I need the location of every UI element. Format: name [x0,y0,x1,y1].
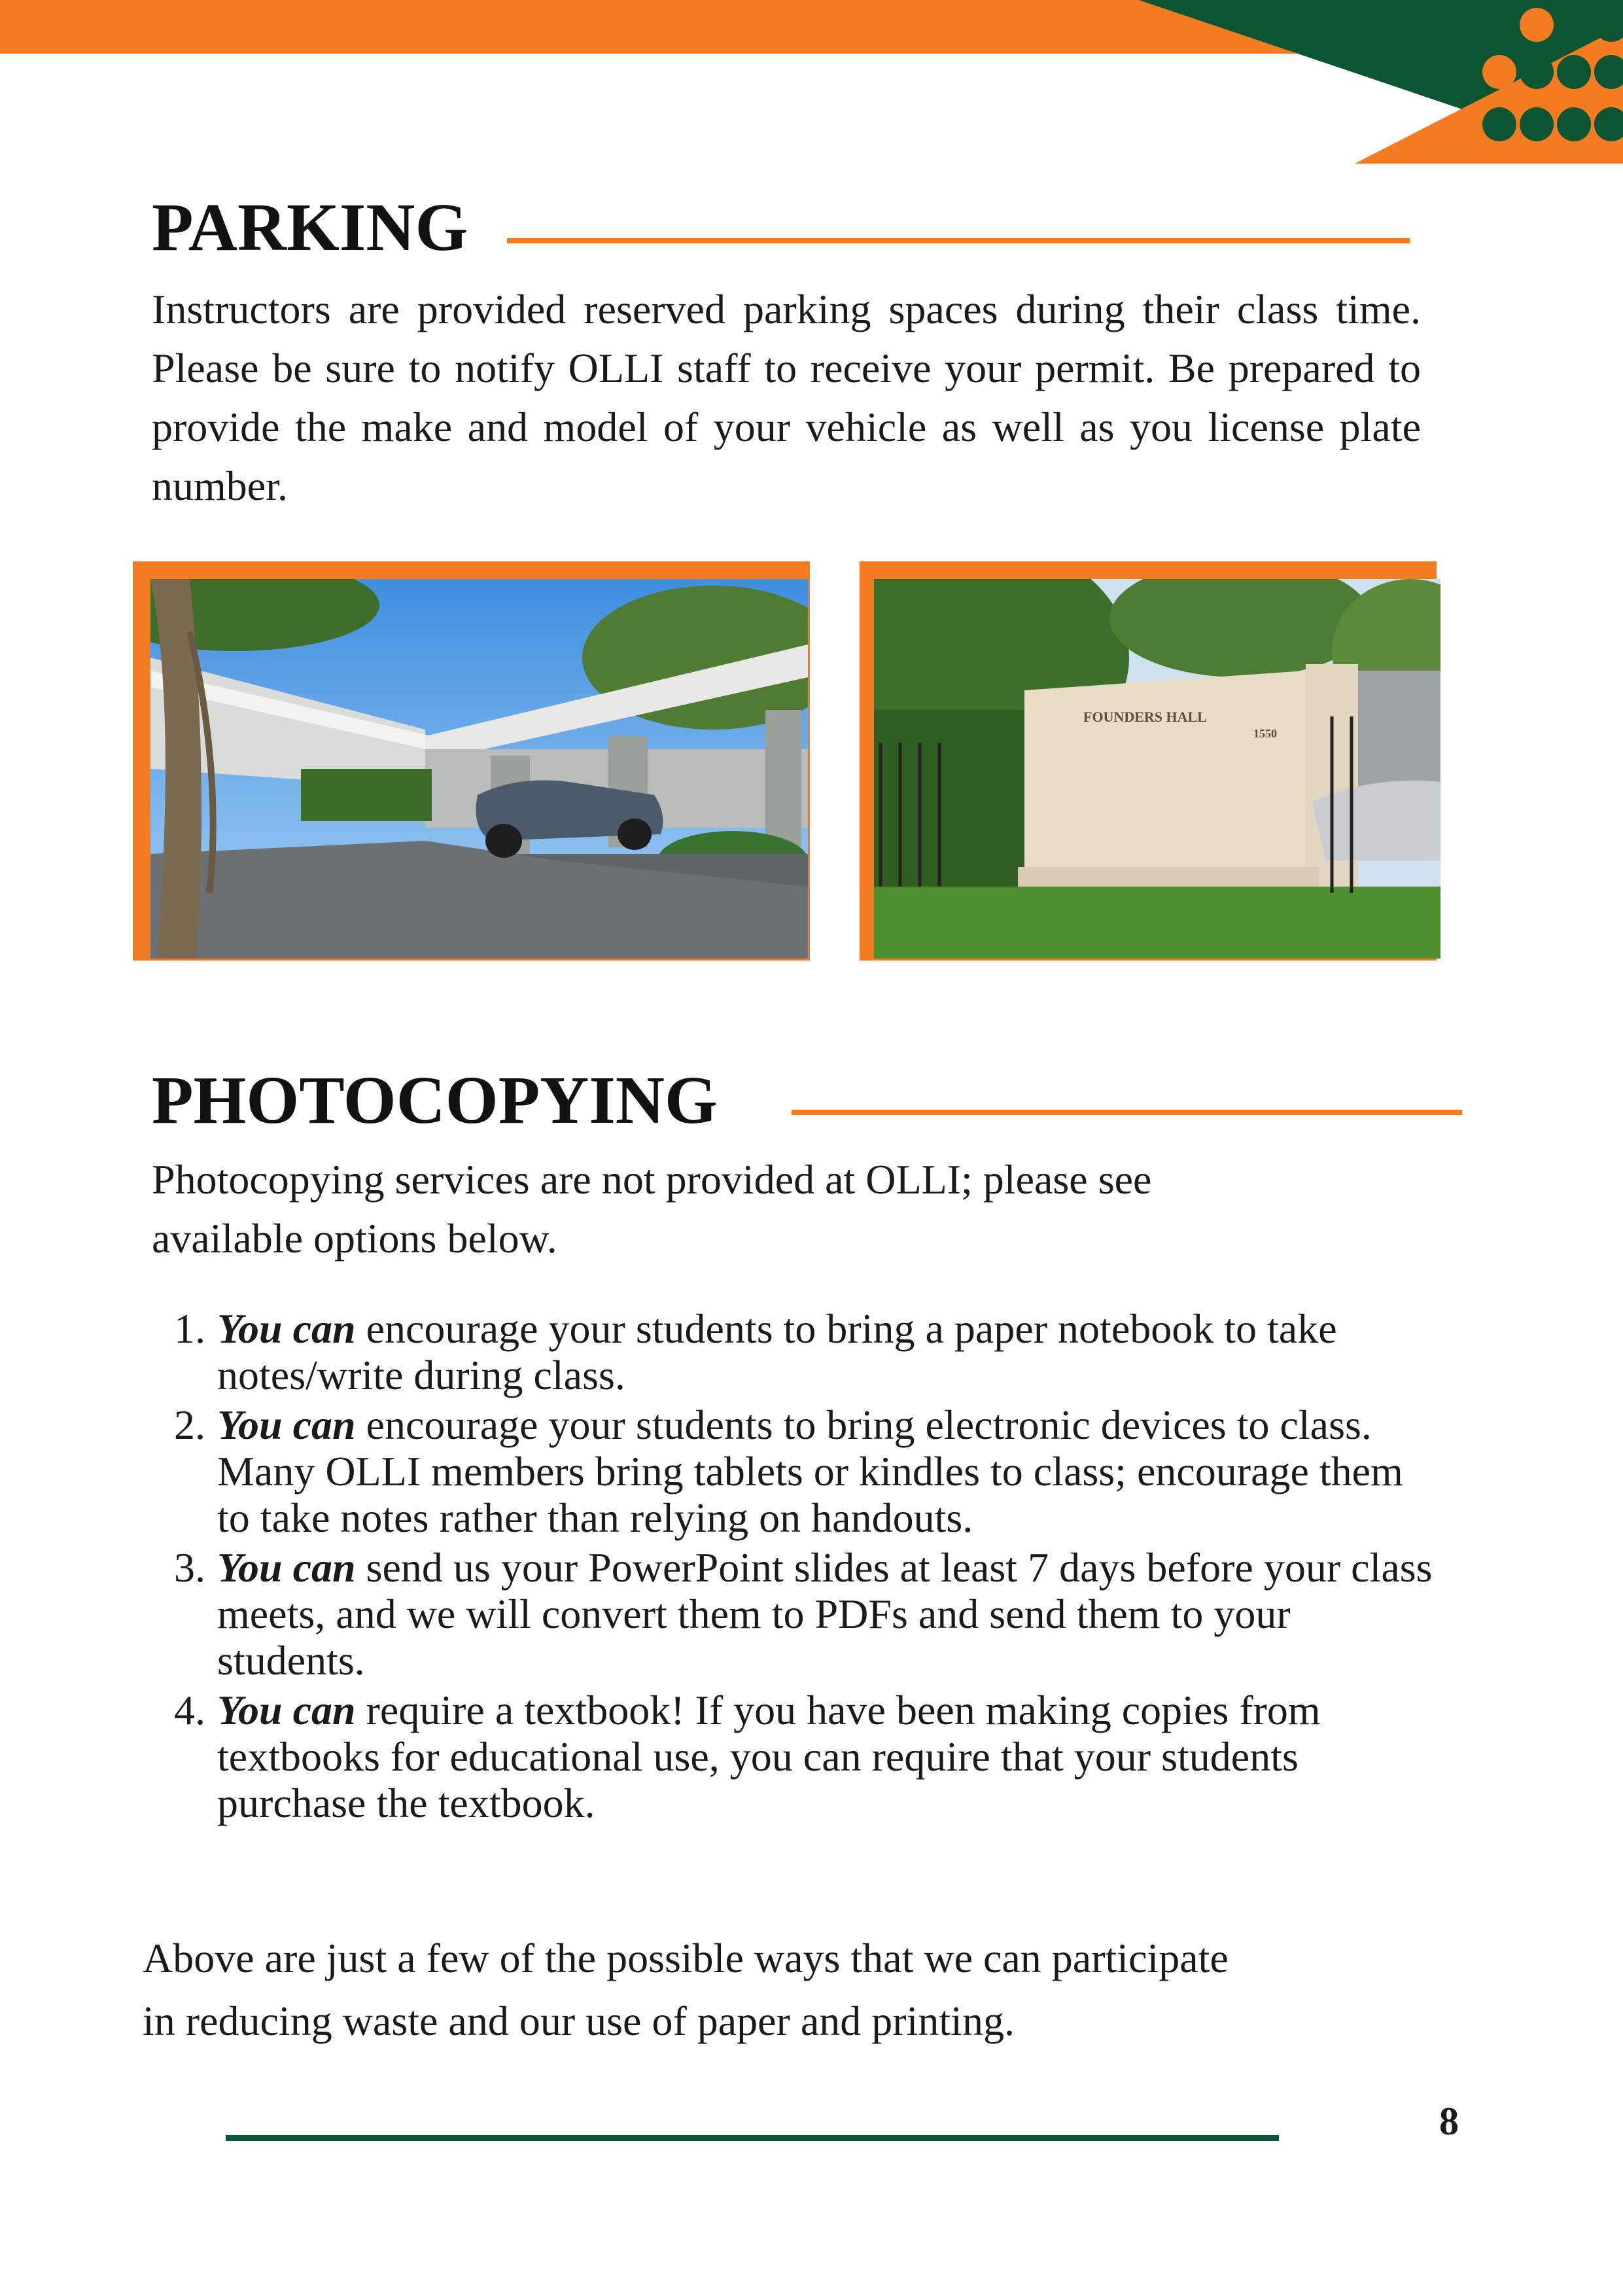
list-item [150,1305,1446,1398]
photocopying-options-list [150,1305,1446,1829]
list-item [150,1544,1446,1684]
sign-text-number: 1550 [1253,727,1277,740]
page-number: 8 [1439,2100,1459,2143]
founders-hall-sign-photo [874,579,1440,959]
parking-lot-photo [150,579,808,959]
list-item-number: 4. [174,1687,205,1733]
list-item-number: 2. [174,1402,205,1448]
corner-dot-decoration [1139,0,1623,164]
list-item-emphasis: You can [217,1544,356,1591]
list-item-emphasis: You can [217,1402,356,1448]
list-item-number: 1. [174,1305,205,1352]
photocopying-intro-line-2: available options below. [152,1215,557,1262]
list-item-emphasis: You can [217,1687,356,1733]
parking-heading-rule [507,238,1410,243]
sign-text-name: FOUNDERS HALL [1083,709,1207,725]
list-item-number: 3. [174,1544,205,1591]
photocopying-heading: PHOTOCOPYING [152,1063,718,1138]
list-item-emphasis: You can [217,1305,356,1352]
list-item [150,1687,1446,1826]
list-item-text: send us your PowerPoint slides at least 7 days before your class meets, and we will convert them to PDFs and send them to your students. [217,1544,1433,1684]
parking-heading: PARKING [152,190,468,265]
closing-line-2: in reducing waste and our use of paper and printing. [143,1998,1015,2044]
list-item-text: require a textbook! If you have been making copies from textbooks for educational use, you can require that your students purchase the textbook. [217,1687,1321,1826]
parking-paragraph: Instructors are provided reserved parking spaces during their class time. Please be sure to notify OLLI staff to receive your permit. Be prepared to provide the make and model of your vehicle as well as you license plate number. [152,286,1421,509]
list-item-text: encourage your students to bring electronic devices to class. Many OLLI members bring tablets or kindles to class; encourage them to take notes rather than relying on handouts. [217,1402,1403,1541]
closing-line-1: Above are just a few of the possible ways that we can participate [143,1935,1229,1981]
list-item [150,1402,1446,1541]
list-item-text: encourage your students to bring a paper notebook to take notes/write during class. [217,1305,1337,1398]
photocopying-heading-rule [792,1110,1462,1115]
photocopying-intro-line-1: Photocopying services are not provided at OLLI; please see [152,1156,1152,1203]
footer-green-rule [226,2135,1279,2141]
